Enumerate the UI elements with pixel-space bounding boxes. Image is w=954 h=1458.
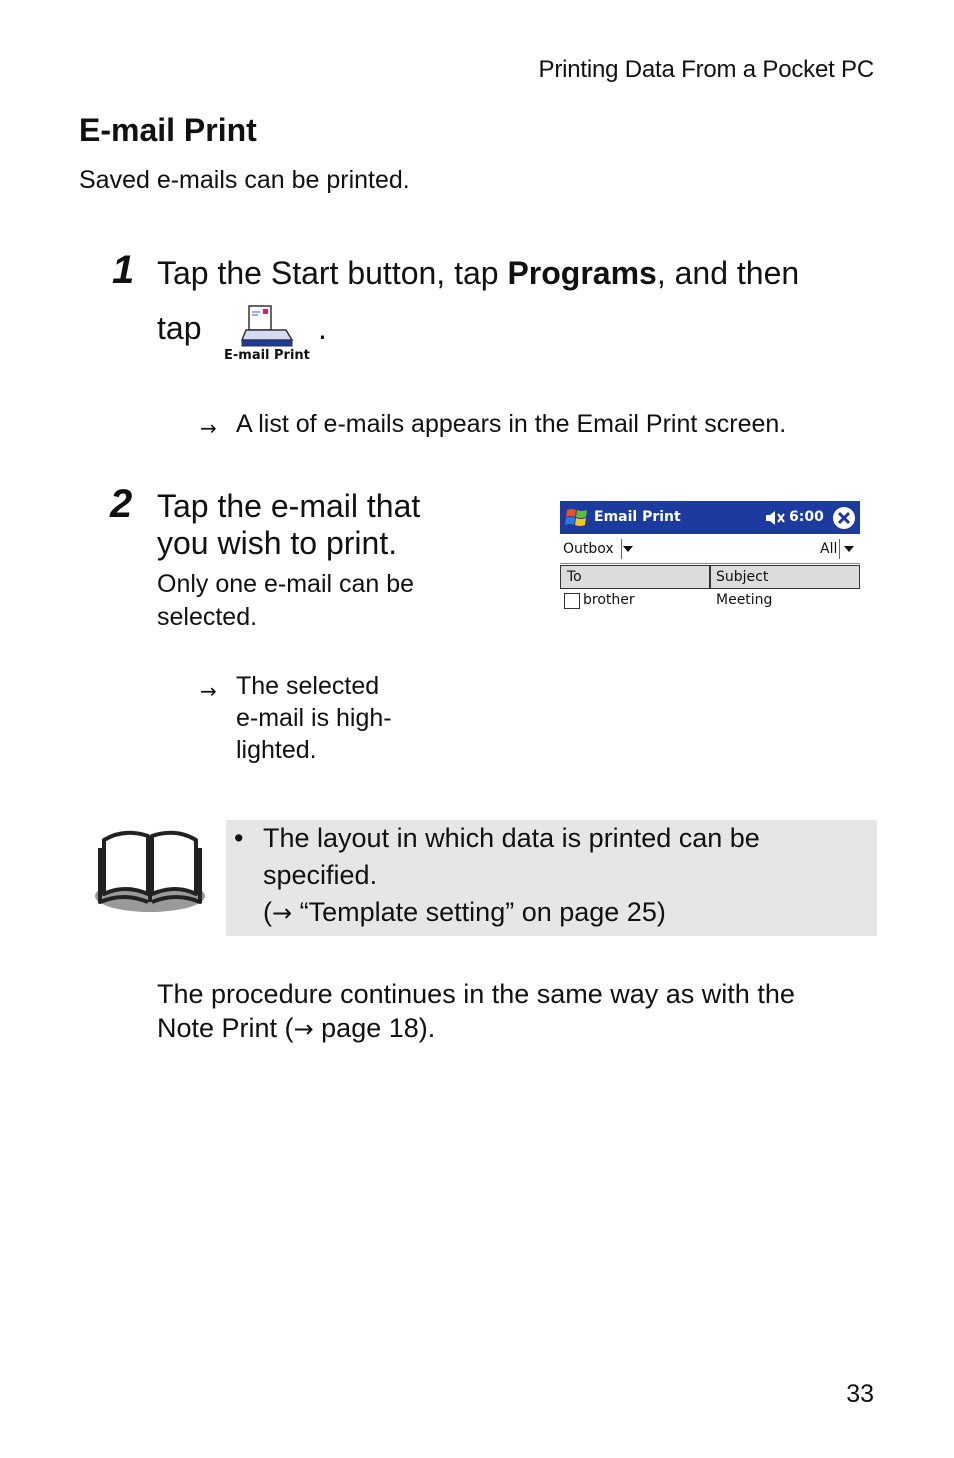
- closing-line-1: The procedure continues in the same way as with the: [157, 979, 795, 1009]
- step-2-line-2: you wish to print.: [157, 525, 398, 561]
- ppc-app-title: Email Print: [594, 509, 681, 525]
- email-print-icon-label: E-mail Print: [224, 348, 310, 363]
- step-2-result-line-3: lighted.: [236, 736, 317, 764]
- column-header-subject[interactable]: Subject: [716, 569, 769, 585]
- email-list-header: [560, 565, 860, 589]
- running-header: Printing Data From a Pocket PC: [538, 56, 874, 83]
- step-1-text-suffix: , and then: [656, 255, 800, 291]
- step-1-period: .: [318, 310, 327, 346]
- note-text: [263, 820, 760, 932]
- closing-line-2: [157, 1011, 795, 1046]
- windows-start-icon[interactable]: [564, 506, 590, 530]
- ppc-toolbar: [560, 535, 860, 564]
- folder-dropdown-label[interactable]: Outbox: [563, 541, 614, 557]
- step-2-result: [236, 670, 392, 766]
- row-subject: Meeting: [716, 592, 773, 608]
- note-line-1: The layout in which data is printed can be: [263, 823, 760, 853]
- page-number: 33: [846, 1380, 874, 1408]
- table-row[interactable]: [560, 590, 860, 612]
- email-print-app-icon[interactable]: [222, 304, 312, 364]
- section-title: E-mail Print: [79, 112, 257, 148]
- template-setting-link[interactable]: “Template setting” on page 25): [292, 897, 666, 927]
- step-2-sub-line-2: selected.: [157, 603, 258, 631]
- ppc-title-bar: [560, 501, 860, 534]
- pocket-pc-screenshot: [560, 501, 860, 621]
- step-1-tap-word: tap: [157, 310, 202, 346]
- note-line-2: specified.: [263, 860, 378, 890]
- step-2-result-line-1: The selected: [236, 672, 380, 700]
- chevron-down-icon[interactable]: [623, 546, 633, 552]
- step-2-number: 2: [110, 482, 133, 526]
- step-2-line-1: Tap the e-mail that: [157, 488, 421, 524]
- programs-keyword: Programs: [507, 255, 657, 291]
- result-arrow-2: →: [200, 679, 217, 703]
- closing-paragraph: [157, 977, 795, 1046]
- column-header-to[interactable]: To: [567, 569, 582, 585]
- step-1-number: 1: [112, 248, 135, 292]
- step-2-text: [157, 488, 420, 562]
- row-to: brother: [583, 592, 635, 608]
- row-checkbox[interactable]: [564, 593, 580, 609]
- closing-arrow: →: [293, 1015, 314, 1043]
- result-arrow-1: →: [200, 416, 217, 440]
- note-paren: (: [263, 897, 272, 927]
- closing-prefix: Note Print (: [157, 1013, 294, 1043]
- step-2-result-line-2: e-mail is high-: [236, 704, 392, 732]
- step-1-text-prefix: Tap the Start button, tap: [157, 255, 508, 291]
- step-2-sub-line-1: Only one e-mail can be: [157, 570, 415, 598]
- envelope-printer-icon: [222, 304, 312, 352]
- close-icon[interactable]: [832, 506, 856, 530]
- filter-dropdown-label[interactable]: All: [820, 541, 838, 557]
- section-intro: Saved e-mails can be printed.: [79, 166, 410, 194]
- ppc-clock: 6:00: [789, 509, 824, 525]
- open-book-icon: [94, 826, 206, 914]
- note-arrow: →: [272, 899, 293, 927]
- chevron-down-icon[interactable]: [844, 546, 854, 552]
- step-2-subtext: [157, 568, 414, 634]
- speaker-muted-icon[interactable]: [764, 509, 786, 527]
- step-1-text: [157, 246, 799, 300]
- note-box: [226, 820, 877, 936]
- note-line-3: [263, 894, 760, 932]
- note-print-page-link[interactable]: page 18).: [313, 1013, 436, 1043]
- note-bullet: •: [234, 823, 244, 853]
- step-1-result: A list of e-mails appears in the Email Print screen.: [236, 410, 787, 438]
